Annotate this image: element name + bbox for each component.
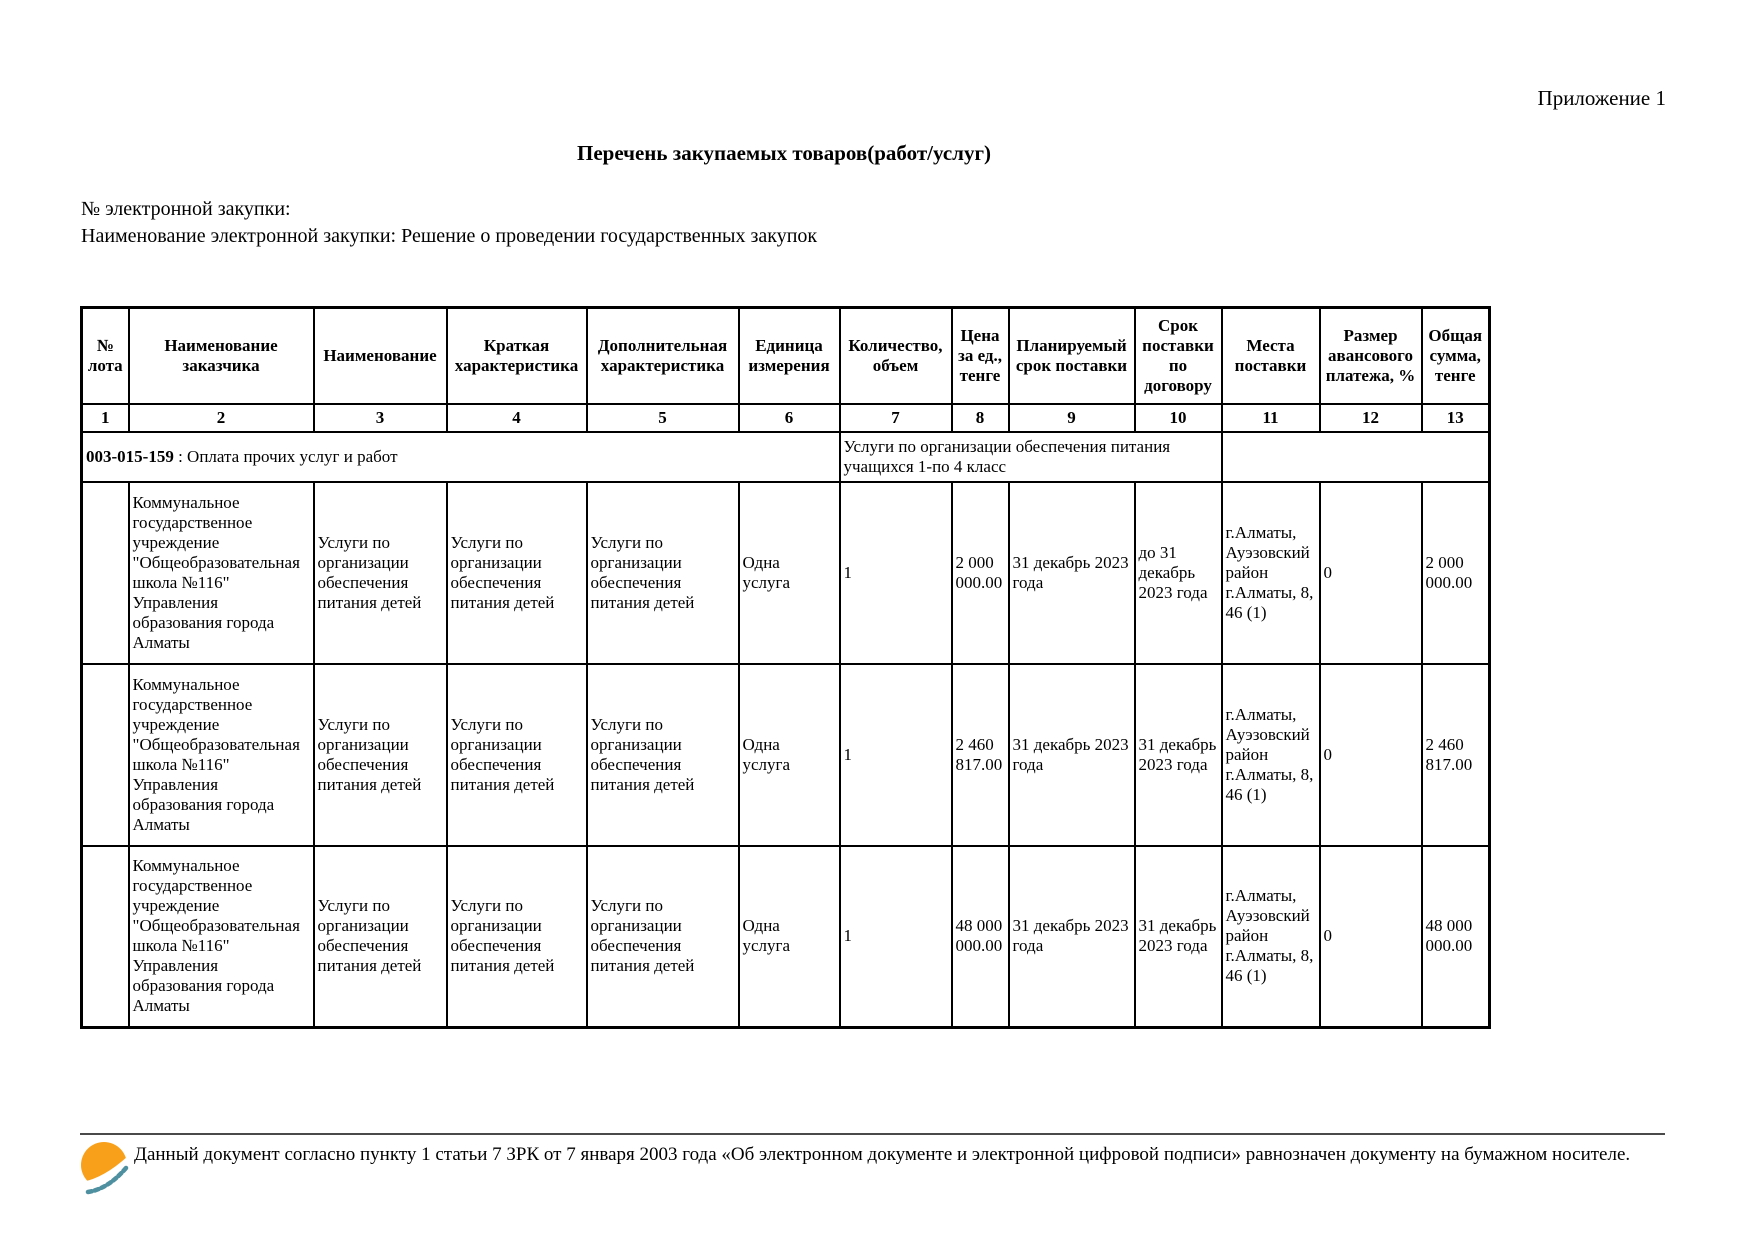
cell-brief-description: Услуги по организации обеспечения питания детей [447, 482, 587, 664]
purchase-number-line: № электронной закупки: [81, 198, 291, 220]
cell-customer: Коммунальное государственное учреждение "Общеобразовательная школа №116" Управления образования города Алматы [129, 482, 314, 664]
column-number: 3 [314, 404, 447, 432]
cell-name: Услуги по организации обеспечения питания детей [314, 846, 447, 1028]
cell-customer: Коммунальное государственное учреждение "Общеобразовательная школа №116" Управления образования города Алматы [129, 846, 314, 1028]
cell-name: Услуги по организации обеспечения питания детей [314, 664, 447, 846]
column-number: 9 [1009, 404, 1135, 432]
table-header-row [82, 308, 1490, 404]
page-title: Перечень закупаемых товаров(работ/услуг) [577, 141, 991, 165]
cell-delivery-place: г.Алматы, Ауэзовский район г.Алматы, 8, 46 (1) [1222, 664, 1320, 846]
column-header-lot-number: № лота [82, 308, 129, 404]
column-header-additional-description: Дополнительная характеристика [587, 308, 739, 404]
cell-additional-description: Услуги по организации обеспечения питания детей [587, 482, 739, 664]
column-number: 10 [1135, 404, 1222, 432]
cell-quantity: 1 [840, 482, 952, 664]
cell-total-sum: 48 000 000.00 [1422, 846, 1490, 1028]
cell-quantity: 1 [840, 846, 952, 1028]
lot-title-cell [82, 432, 840, 482]
cell-contract-term: 31 декабрь 2023 года [1135, 846, 1222, 1028]
column-number: 7 [840, 404, 952, 432]
cell-planned-term: 31 декабрь 2023 года [1009, 664, 1135, 846]
column-number: 1 [82, 404, 129, 432]
cell-unit-price: 48 000 000.00 [952, 846, 1009, 1028]
cell-unit: Одна услуга [739, 846, 840, 1028]
cell-lot-number [82, 846, 129, 1028]
column-header-quantity: Количество, объем [840, 308, 952, 404]
cell-lot-number [82, 482, 129, 664]
column-header-brief-description: Краткая характеристика [447, 308, 587, 404]
cell-lot-number [82, 664, 129, 846]
cell-total-sum: 2 460 817.00 [1422, 664, 1490, 846]
lot-header-row [82, 432, 1490, 482]
cell-unit: Одна услуга [739, 664, 840, 846]
annex-label: Приложение 1 [1537, 86, 1666, 110]
egov-logo-icon [78, 1140, 134, 1200]
cell-unit-price: 2 460 817.00 [952, 664, 1009, 846]
cell-brief-description: Услуги по организации обеспечения питания детей [447, 664, 587, 846]
lot-empty-cell [1222, 432, 1490, 482]
column-number: 5 [587, 404, 739, 432]
column-header-contract-term: Срок поставки по договору [1135, 308, 1222, 404]
cell-unit-price: 2 000 000.00 [952, 482, 1009, 664]
cell-unit: Одна услуга [739, 482, 840, 664]
table-row [82, 846, 1490, 1028]
cell-additional-description: Услуги по организации обеспечения питания детей [587, 664, 739, 846]
cell-planned-term: 31 декабрь 2023 года [1009, 482, 1135, 664]
lot-name: : Оплата прочих услуг и работ [173, 446, 398, 466]
cell-contract-term: до 31 декабрь 2023 года [1135, 482, 1222, 664]
column-number: 4 [447, 404, 587, 432]
column-number: 13 [1422, 404, 1490, 432]
cell-brief-description: Услуги по организации обеспечения питания детей [447, 846, 587, 1028]
column-header-customer: Наименование заказчика [129, 308, 314, 404]
lot-code: 003-015-159 [86, 446, 174, 466]
column-header-unit: Единица измерения [739, 308, 840, 404]
column-header-unit-price: Цена за ед., тенге [952, 308, 1009, 404]
cell-name: Услуги по организации обеспечения питания детей [314, 482, 447, 664]
table-row [82, 664, 1490, 846]
column-number: 8 [952, 404, 1009, 432]
table-row [82, 482, 1490, 664]
cell-advance-payment: 0 [1320, 846, 1422, 1028]
lot-category-cell: Услуги по организации обеспечения питания учащихся 1-по 4 класс [840, 432, 1222, 482]
column-header-planned-term: Планируемый срок поставки [1009, 308, 1135, 404]
footer-divider [80, 1133, 1665, 1135]
purchase-name-line: Наименование электронной закупки: Решение о проведении государственных закупок [81, 225, 818, 247]
cell-advance-payment: 0 [1320, 664, 1422, 846]
cell-additional-description: Услуги по организации обеспечения питания детей [587, 846, 739, 1028]
intro-block [81, 196, 1581, 250]
cell-contract-term: 31 декабрь 2023 года [1135, 664, 1222, 846]
column-header-total-sum: Общая сумма, тенге [1422, 308, 1490, 404]
footer-legal-text: Данный документ согласно пункту 1 статьи 7 ЗРК от 7 января 2003 года «Об электронном документе и электронной цифровой подписи» равнозначен документу на бумажном носителе. [134, 1144, 1631, 1165]
column-number: 11 [1222, 404, 1320, 432]
footer [78, 1138, 1676, 1200]
column-number: 12 [1320, 404, 1422, 432]
column-header-delivery-places: Места поставки [1222, 308, 1320, 404]
procurement-table [80, 306, 1491, 1029]
cell-delivery-place: г.Алматы, Ауэзовский район г.Алматы, 8, 46 (1) [1222, 846, 1320, 1028]
cell-delivery-place: г.Алматы, Ауэзовский район г.Алматы, 8, 46 (1) [1222, 482, 1320, 664]
column-header-advance-payment: Размер авансового платежа, % [1320, 308, 1422, 404]
cell-quantity: 1 [840, 664, 952, 846]
column-header-name: Наименование [314, 308, 447, 404]
cell-advance-payment: 0 [1320, 482, 1422, 664]
column-number: 2 [129, 404, 314, 432]
cell-planned-term: 31 декабрь 2023 года [1009, 846, 1135, 1028]
column-number-row [82, 404, 1490, 432]
cell-customer: Коммунальное государственное учреждение "Общеобразовательная школа №116" Управления образования города Алматы [129, 664, 314, 846]
column-number: 6 [739, 404, 840, 432]
cell-total-sum: 2 000 000.00 [1422, 482, 1490, 664]
